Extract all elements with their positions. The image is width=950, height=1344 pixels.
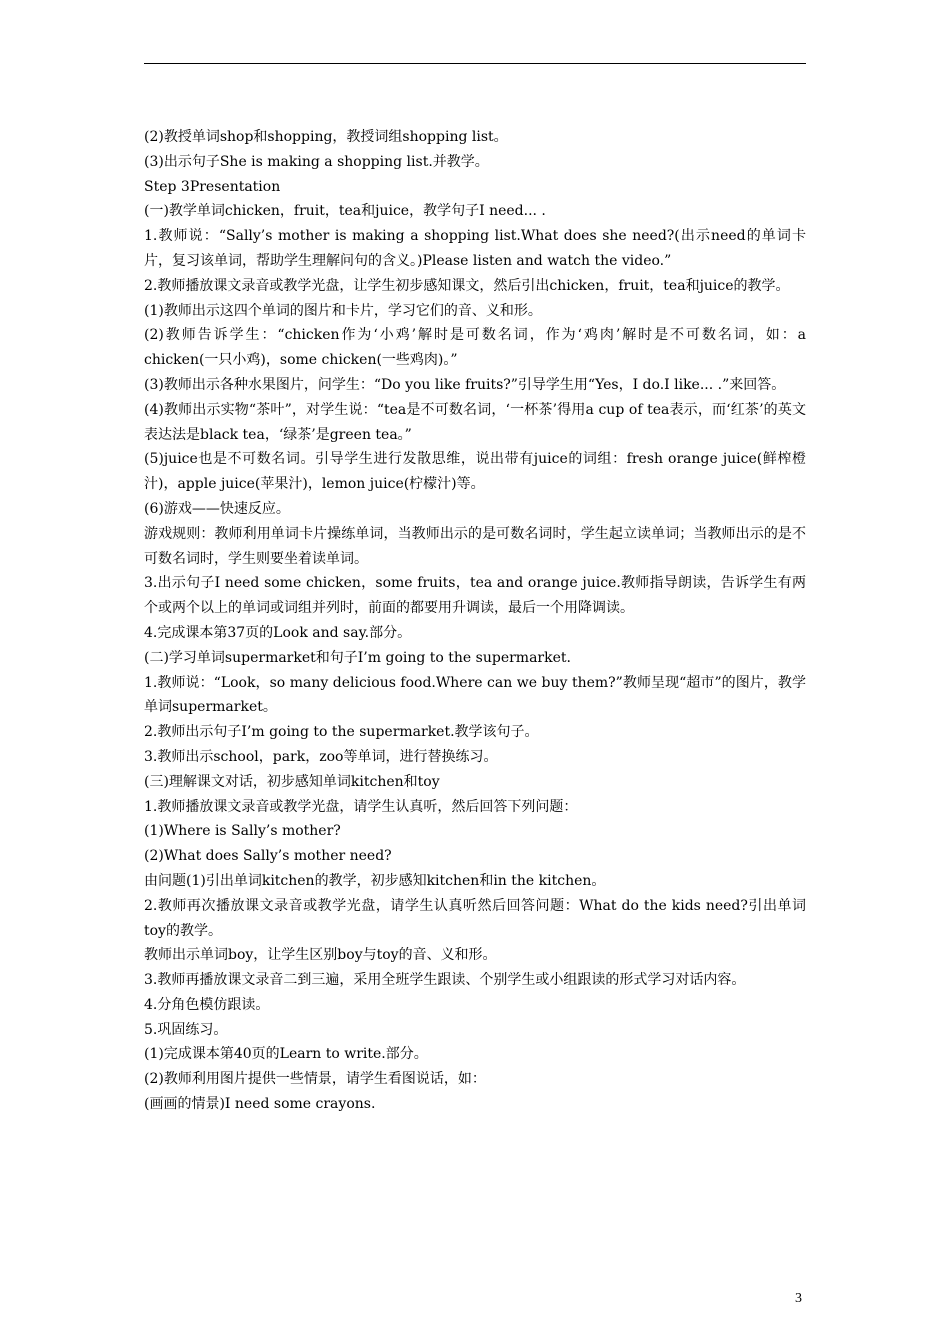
paragraph: 1.教师说：“Look，so many delicious food.Where can we buy them?”教师呈现“超市”的图片，教学单词supermarket。 — [144, 674, 806, 716]
paragraph: (1)教师出示这四个单词的图片和卡片，学习它们的音、义和形。 — [144, 302, 542, 319]
paragraph: 4.分角色模仿跟读。 — [144, 996, 270, 1013]
paragraph: (2)教师利用图片提供一些情景，请学生看图说话，如： — [144, 1071, 486, 1088]
paragraph: 1.教师播放课文录音或教学光盘，请学生认真听，然后回答下列问题： — [144, 798, 578, 815]
paragraph: 3.教师出示school，park，zoo等单词，进行替换练习。 — [144, 748, 498, 765]
paragraph: (1)完成课本第40页的Learn to write.部分。 — [144, 1046, 428, 1063]
page-number: 3 — [795, 1291, 802, 1306]
paragraph: (三)理解课文对话，初步感知单词kitchen和toy — [144, 773, 440, 790]
paragraph: 2.教师播放课文录音或教学光盘，让学生初步感知课文，然后引出chicken，fruit，tea和juice的教学。 — [144, 277, 790, 294]
paragraph: (4)教师出示实物“茶叶”，对学生说：“tea是不可数名词，‘一杯茶’得用a cup of tea表示，而‘红茶’的英文表达法是black tea，‘绿茶’是green tea。” — [144, 401, 806, 443]
paragraph: 3.出示句子I need some chicken，some fruits，tea and orange juice.教师指导朗读，告诉学生有两个或两个以上的单词或词组并列时，前面的都要用升调读，最后一个用降调读。 — [144, 575, 806, 617]
paragraph: 4.完成课本第37页的Look and say.部分。 — [144, 624, 412, 641]
paragraph: (2)教师告诉学生：“chicken作为‘小鸡’解时是可数名词，作为‘鸡肉’解时是不可数名词，如：a chicken(一只小鸡)，some chicken(一些鸡肉)。” — [144, 327, 806, 369]
paragraph: (3)出示句子She is making a shopping list.并教学。 — [144, 153, 489, 170]
document-body — [144, 125, 806, 1117]
paragraph: (1)Where is Sally’s mother? — [144, 823, 341, 840]
paragraph: 3.教师再播放课文录音二到三遍，采用全班学生跟读、个别学生或小组跟读的形式学习对话内容。 — [144, 972, 746, 989]
paragraph: 游戏规则：教师利用单词卡片操练单词，当教师出示的是可数名词时，学生起立读单词；当教师出示的是不可数名词时，学生则要坐着读单词。 — [144, 525, 806, 567]
paragraph: (3)教师出示各种水果图片，问学生：“Do you like fruits?”引导学生用“Yes，I do.I like... .”来回答。 — [144, 376, 786, 393]
paragraph: (2)What does Sally’s mother need? — [144, 848, 392, 865]
paragraph: (画画的情景)I need some crayons. — [144, 1096, 376, 1113]
paragraph: (6)游戏——快速反应。 — [144, 500, 290, 517]
paragraph: 由问题(1)引出单词kitchen的教学，初步感知kitchen和in the kitchen。 — [144, 872, 606, 889]
paragraph: (一)教学单词chicken，fruit，tea和juice，教学句子I need... . — [144, 203, 546, 220]
paragraph: 5.巩固练习。 — [144, 1021, 228, 1038]
paragraph: (5)juice也是不可数名词。引导学生进行发散思维，说出带有juice的词组：fresh orange juice(鲜榨橙汁)，apple juice(苹果汁)，lemon juice(柠檬汁)等。 — [144, 451, 806, 493]
paragraph: Step 3Presentation — [144, 178, 281, 195]
paragraph: 教师出示单词boy，让学生区别boy与toy的音、义和形。 — [144, 947, 497, 964]
paragraph: 2.教师出示句子I’m going to the supermarket.教学该句子。 — [144, 724, 539, 741]
paragraph: 1.教师说：“Sally’s mother is making a shopping list.What does she need?(出示need的单词卡片，复习该单词，帮助学生理解问句的含义。)Please listen and watch the video.” — [144, 228, 806, 269]
paragraph: (2)教授单词shop和shopping，教授词组shopping list。 — [144, 129, 508, 145]
paragraph: 2.教师再次播放课文录音或教学光盘，请学生认真听然后回答问题：What do the kids need?引出单词toy的教学。 — [144, 897, 806, 939]
header-rule — [144, 63, 806, 64]
paragraph: (二)学习单词supermarket和句子I’m going to the supermarket. — [144, 649, 571, 666]
